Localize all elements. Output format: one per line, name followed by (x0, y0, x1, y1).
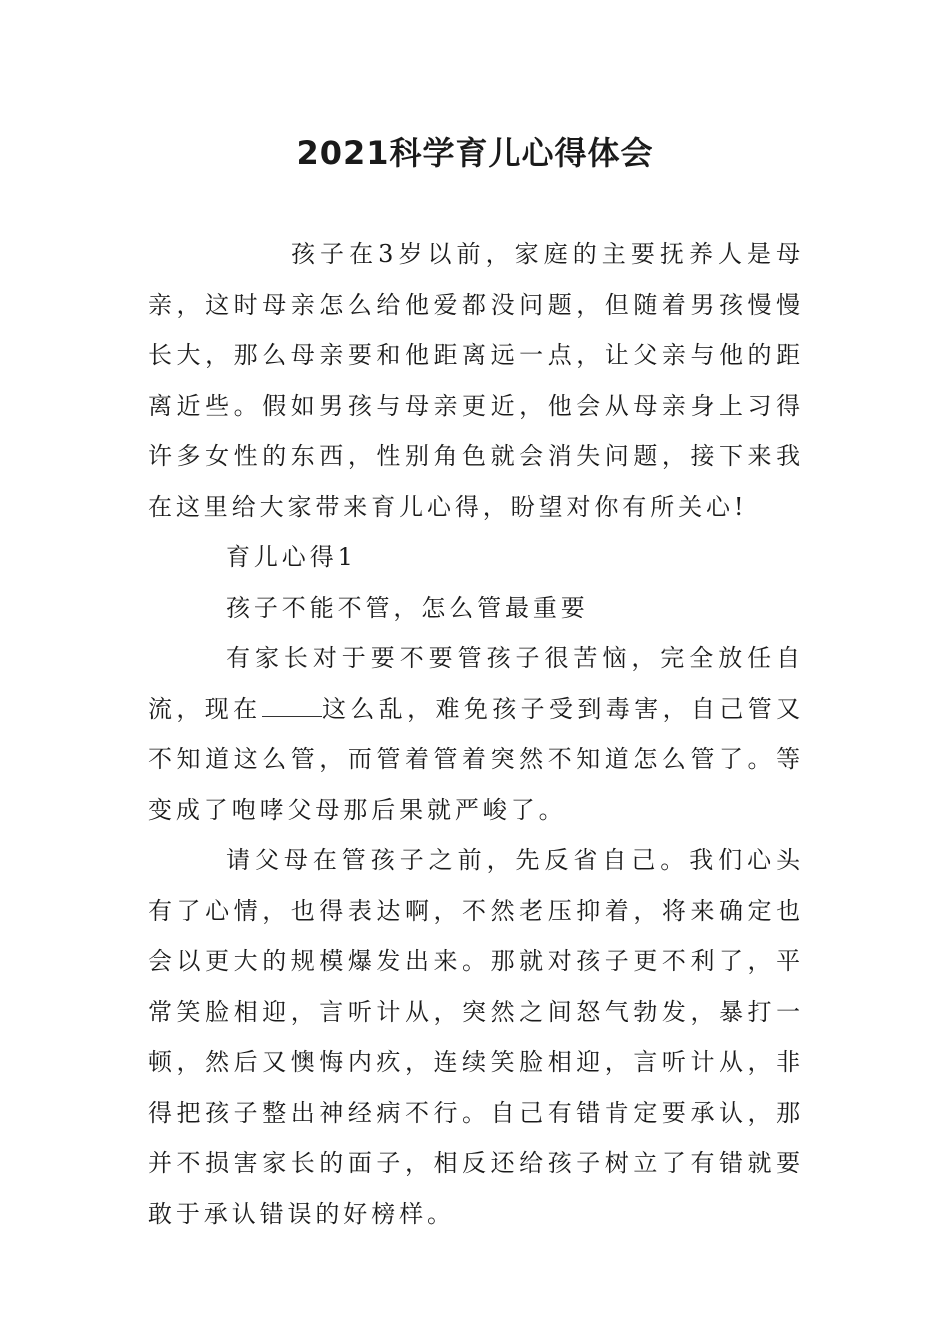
paragraph-1-text-end: 这么乱，难免孩子受到毒害，自己管又不知道这么管，而管着管着突然不知道怎么管了。等变成了咆哮父母那后果就严峻了。 (148, 694, 804, 824)
intro-paragraph: 孩子在3岁以前，家庭的主要抚养人是母亲，这时母亲怎么给他爱都没问题，但随着男孩慢慢长大，那么母亲要和他距离远一点，让父亲与他的距离近些。假如男孩与母亲更近，他会从母亲身上习得许多女性的东西，性别角色就会消失问题，接下来我在这里给大家带来育儿心得，盼望对你有所关心! (148, 240, 804, 521)
document-body (148, 229, 804, 1239)
section-heading: 育儿心得1 (226, 543, 357, 571)
section-subheading: 孩子不能不管，怎么管最重要 (226, 593, 589, 622)
body-paragraph-2: 请父母在管孩子之前，先反省自己。我们心头有了心情，也得表达啊，不然老压抑着，将来确定也会以更大的规模爆发出来。那就对孩子更不利了，平常笑脸相迎，言听计从，突然之间怒气勃发，暴打一顿，然后又懊悔内疚，连续笑脸相迎，言听计从，非得把孩子整出神经病不行。自己有错肯定要承认，那并不损害家长的面子，相反还给孩子树立了有错就要敢于承认错误的好榜样。 (148, 846, 804, 1228)
body-paragraph-1 (148, 633, 804, 835)
paragraph-1-text-start: 有家长对于要不要管孩子很苦恼，完全放任自流，现在 (148, 644, 804, 723)
blank-underline (262, 690, 322, 717)
document-title: 2021科学育儿心得体会 (296, 134, 654, 172)
